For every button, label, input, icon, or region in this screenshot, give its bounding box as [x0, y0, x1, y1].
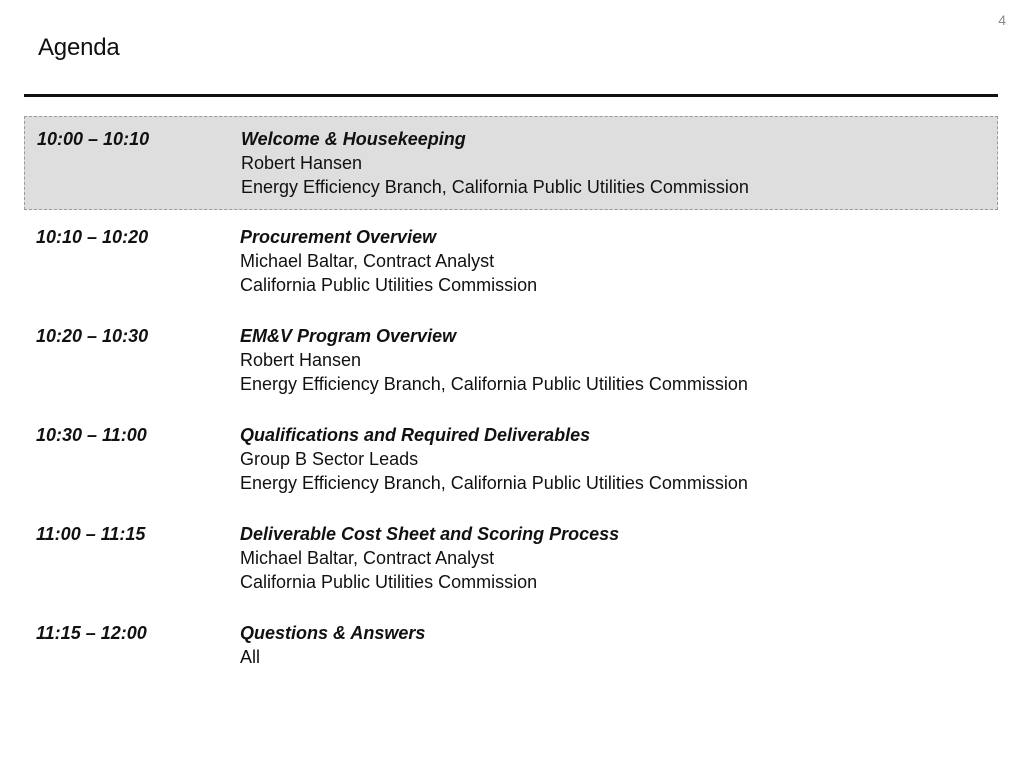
agenda-item-emv	[24, 313, 998, 408]
agenda-item-procurement	[24, 214, 998, 309]
agenda-topic: Qualifications and Required Deliverables	[240, 425, 591, 445]
agenda-details	[240, 423, 998, 495]
agenda-presenter: Michael Baltar, Contract Analyst	[240, 251, 495, 271]
agenda-presenter: Robert Hansen	[240, 350, 362, 370]
agenda-time: 11:00 – 11:15	[36, 524, 146, 544]
agenda-organization: California Public Utilities Commission	[240, 572, 538, 592]
agenda-item-questions	[24, 610, 998, 681]
agenda-topic: EM&V Program Overview	[240, 326, 457, 346]
agenda-organization: Energy Efficiency Branch, California Public Utilities Commission	[241, 177, 749, 197]
agenda-organization: Energy Efficiency Branch, California Public Utilities Commission	[240, 374, 748, 394]
agenda-details	[241, 127, 997, 199]
agenda-presenter: All	[240, 647, 261, 667]
agenda-presenter: Robert Hansen	[241, 153, 363, 173]
agenda-topic: Questions & Answers	[240, 623, 426, 643]
agenda-details	[240, 621, 998, 669]
agenda-time: 10:30 – 11:00	[36, 425, 147, 445]
page-title: Agenda	[38, 34, 120, 61]
agenda-details	[240, 324, 998, 396]
title-divider	[24, 94, 998, 97]
agenda-topic: Welcome & Housekeeping	[241, 129, 466, 149]
agenda-item-qualifications	[24, 412, 998, 507]
agenda-list	[24, 116, 998, 681]
agenda-time: 11:15 – 12:00	[36, 623, 147, 643]
agenda-item-welcome	[24, 116, 998, 210]
agenda-time: 10:10 – 10:20	[36, 227, 149, 247]
agenda-details	[240, 522, 998, 594]
agenda-topic: Procurement Overview	[240, 227, 437, 247]
agenda-organization: California Public Utilities Commission	[240, 275, 538, 295]
agenda-presenter: Michael Baltar, Contract Analyst	[240, 548, 495, 568]
agenda-time: 10:20 – 10:30	[36, 326, 149, 346]
page-number: 4	[998, 12, 1006, 28]
agenda-presenter: Group B Sector Leads	[240, 449, 419, 469]
agenda-organization: Energy Efficiency Branch, California Public Utilities Commission	[240, 473, 748, 493]
agenda-item-cost-sheet	[24, 511, 998, 606]
agenda-topic: Deliverable Cost Sheet and Scoring Process	[240, 524, 620, 544]
agenda-details	[240, 225, 998, 297]
agenda-time: 10:00 – 10:10	[37, 129, 150, 149]
